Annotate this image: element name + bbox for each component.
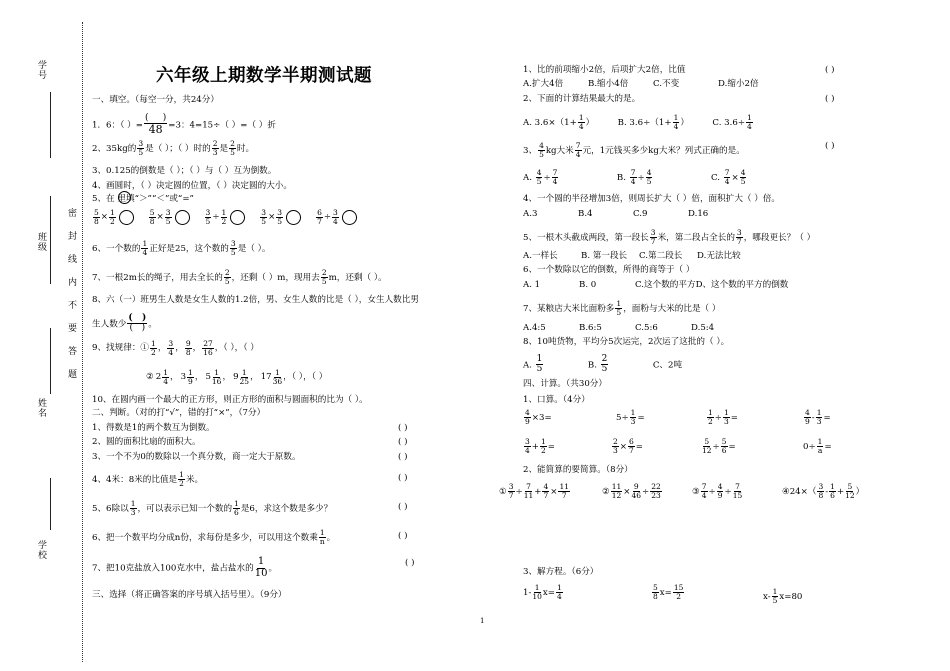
q1-fraction: ( ) 48 <box>144 113 167 137</box>
oral-calc-header: 1、口算。（4分） <box>523 395 590 405</box>
page-number: 1 <box>480 617 485 625</box>
fraction: 1 36 <box>272 368 283 386</box>
q5: 5、在 里填“＞”“＜”或“=” <box>92 194 194 204</box>
fraction: $\frac{5}{8}$ <box>149 208 155 226</box>
choice-option[interactable]: A.3 <box>523 209 538 219</box>
binding-label-name: 姓名 <box>36 398 46 418</box>
choice-2-options: A. 3.6×（1+ $\frac{1}{4}$ ） B. 3.6÷（1+ $\frac{1}{4}$ ） C. 3.6÷ $\frac{1}{4}$ <box>523 113 752 131</box>
choice-option[interactable]: B. 0 <box>579 280 597 290</box>
judge-paren-4[interactable]: ( ) <box>398 473 408 483</box>
q5-item: $\frac{5}{8}$ × $\frac{1}{2}$ <box>92 209 134 226</box>
compare-circle[interactable] <box>286 210 301 225</box>
choice-option[interactable]: B.缩小4倍 <box>588 79 629 89</box>
section1-header: 一、填空。（每空一分，共24分） <box>92 95 219 105</box>
choice-2: 2、下面的计算结果最大的是。 <box>523 94 641 104</box>
choice-option[interactable]: C.第二段长 <box>639 251 683 261</box>
fraction: $\frac{1}{2}$ <box>109 208 115 226</box>
binding-label-id: 学号 <box>36 60 46 80</box>
fraction: $\frac{3}{5}$ <box>277 208 283 226</box>
choice-6-options <box>523 281 788 290</box>
fraction: 1 9 <box>188 368 193 386</box>
binding-warning: 密封线内不要答题 <box>66 208 76 392</box>
q8-line1: 8、六（一）班男生人数是女生人数的1.2倍，男、女生人数的比是（ ），女生人数比男 <box>92 295 419 305</box>
judge-7: 7、把10克盐放入100克水中，盐占盐水的 $\frac{1}{10}$ 。 <box>92 556 278 579</box>
page-title: 六年级上期数学半期测试题 <box>156 66 372 86</box>
section2-header: 二、判断。（对的打“√”，错的打“×”，（7分） <box>92 408 266 418</box>
fraction: $\frac{3}{5}$ <box>205 208 211 226</box>
exam-page: 学号 班级 姓名 学校 密封线内不要答题 六年级上期数学半期测试题 一、填空。（每空一分，共24分） 1．6：（ ）= ( ) 48 =3：4=15÷（ ）=（ ）折 2、35kg的 $\frac{3}{5}$ 是（ ）；（ ）时的 $\frac{2}{3}$ 是 $\frac{2}{5}$ 时。 3、0.125的倒数是（ ）；（ ）与（ ）互为倒数。 4、画圆时，（ ）决定圆的位置，（ ）决定圆的大小。 5、在 里填“＞”“＜”或“=” $\frac{5}{8}$ × $\frac{1}{2}$ $\frac{5}{8}$ × $\frac{3}{5}$ $\frac{3}{5}$ ÷ $\frac{1}{2}$ $\frac{3}{5}$ × $\frac{3}{5}$ $\frac{6}{7}$ ÷ $\frac{3}{4}$ 6、一个数的 $\frac{1}{4}$ 正好是25，这个数的 $\frac{3}{5}$ 是（ ）。 7、一根2m长的绳子，用去全长的 $\frac{2}{5}$ ，还剩（ ）m，现用去 $\frac{2}{5}$ m，还剩（ ）。 8、六（一）班男生人数是女生人数的1.2倍，男、女生人数的比是（ ），女生人数比男 生人数少 ( ) ( ) 。 9、找规律：① 1 2 ， 3 4 ， 9 8 ， 27 16 ，（ ），（ ） ② 2 1 4 ， 3 1 9 ， 5 1 16 ， 9 1 25 ， 17 1 36 ，（ ），（ ） 10、在圆内画一个最大的正方形，则正方形的面积与圆面积的比为（ ）。 二、判断。（对的打“√”，错的打“×”，（7分） 1、得数是1的两个数互为倒数。 2、圆的面积比扇的面积大。 3、一个不为0的数除以一个真分数，商一定大于原数。 4、4米：8米的比值是 $\frac{1}{2}$ 米。 5、6除以 $\frac{1}{3}$ ，可以表示已知一个数的 $\frac{1}{6}$ 是6，求这个数是多少？ 6、把一个数平均分成n份，求每份是多少，可以用这个数乘 $\frac{1}{n}$ 。 7、把10克盐放入100克水中，盐占盐水的 $\frac{1}{10}$ 。 ( ) ( ) ( ) ( ) ( ) ( ) ( ) 三、选择（将正确答案的序号填入括号里）。（9分） 1、比的前项缩小2倍，后项扩大2倍，比值 ( ) A.扩大4倍 B.缩小4倍 C.不变 D.缩小2倍 2、下面的计算结果最大的是。 ( ) A. 3.6×（1+ $\frac{1}{4}$ ） B. 3.6÷（1+ $\frac{1}{4}$ ） C. 3.6÷ $\frac{1}{4}$ 3、 $\frac{4}{5}$ kg大米 $\frac{7}{4}$ 元，1元钱买多少kg大米？列式正确的是。 ( ) A. $\frac{4}{5}$ ÷ $\frac{7}{4}$ B. $\frac{7}{4}$ ÷ $\frac{4}{5}$ C. $\frac{7}{4}$ × $\frac{4}{5}$ 4、一个圆的半径增加3倍，则周长扩大（ ）倍，面积扩大（ ）倍。 A.3 B.4 C.9 D.16 5、一根木头截成两段，第一段长 $\frac{3}{7}$ 米，第二段占全长的 $\frac{3}{7}$ ，哪段更长？（ ） A.一样长 B. 第一段长 C.第二段长 D.无法比较 6、一个数除以它的倒数，所得的商等于（ ） A. 1 B. 0 C.这个数的平方D、这个数的平方的倒数 7、某粮店大米比面粉多 $\frac{1}{5}$ ，面粉与大米的比是（ ） A.4:5 B.6:5 C.5:6 D.5:4 8、10吨货物，平均分5次运完，2次运了这批的（ ）。 A. $\frac{1}{5}$ B. $\frac{2}{5}$ C、2吨 四、计算。（共30分） 1、口算。（4分） $\frac{4}{9}$ ×3= 5÷ $\frac{1}{3}$ = $\frac{1}{2}$ ÷ $\frac{1}{3}$ = $\frac{4}{9}$ - $\frac{1}{3}$ = $\frac{3}{4}$ + $\frac{1}{2}$ = $\frac{2}{3}$ × $\frac{6}{7}$ = $\frac{5}{12}$ ÷ $\frac{5}{6}$ = 0÷ $\frac{1}{a}$ = 2、能简算的要简算。（8分） ① $\frac{3}{7}$ ÷ $\frac{7}{11}$ + $\frac{4}{7}$ × $\frac{11}{7}$ ② $\frac{11}{12}$ × $\frac{9}{46}$ ÷ $\frac{22}{23}$ ③ $\frac{7}{4}$ ÷ $\frac{4}{9}$ ÷ $\frac{7}{15}$ ④24×（ $\frac{3}{8}$ - $\frac{1}{6}$ + $\frac{5}{12}$ ） 3、解方程。（6分） 1- $\frac{1}{10}$ x= $\frac{1}{4}$ $\frac{5}{8}$ x= $\frac{15}{2}$ x- $\frac{1}{5}$ x=80 1 <box>0 0 950 671</box>
choice-2-paren[interactable]: ( ) <box>825 94 835 104</box>
compare-circle[interactable] <box>342 210 357 225</box>
choice-5-options <box>523 252 755 261</box>
q10: 10、在圆内画一个最大的正方形，则正方形的面积与圆面积的比为（ ）。 <box>92 395 368 405</box>
choice-3-options: A. $\frac{4}{5}$ ÷ $\frac{7}{4}$ B. $\frac{7}{4}$ ÷ $\frac{4}{5}$ C. $\frac{7}{4}$ × $\frac{4}{5}$ <box>523 168 746 186</box>
choice-option[interactable]: C.不变 <box>653 79 680 89</box>
simplify-header: 2、能简算的要简算。（8分） <box>523 465 633 475</box>
choice-6: 6、一个数除以它的倒数，所得的商等于（ ） <box>523 265 695 275</box>
q2: 2、35kg的 $\frac{3}{5}$ 是（ ）；（ ）时的 $\frac{2}{3}$ 是 $\frac{2}{5}$ 时。 <box>92 139 255 157</box>
equation-header: 3、解方程。（6分） <box>523 567 599 577</box>
q8-line2: 生人数少 ( ) ( ) 。 <box>92 313 157 334</box>
binding-underline-1 <box>50 92 51 158</box>
choice-option[interactable]: D.16 <box>688 209 709 219</box>
judge-3: 3、一个不为0的数除以一个真分数，商一定大于原数。 <box>92 452 301 462</box>
fraction: 1 4 <box>163 368 168 386</box>
q5-item: $\frac{3}{5}$ × $\frac{3}{5}$ <box>259 209 301 226</box>
judge-paren-3[interactable]: ( ) <box>398 452 408 462</box>
choice-3: 3、 $\frac{4}{5}$ kg大米 $\frac{7}{4}$ 元，1元钱买多少kg大米？列式正确的是。 <box>523 141 745 159</box>
choice-3-paren[interactable]: ( ) <box>825 141 835 151</box>
section4-header: 四、计算。（共30分） <box>523 379 607 389</box>
choice-option[interactable]: A.4:5 <box>523 323 546 333</box>
judge-paren-1[interactable]: ( ) <box>398 423 408 433</box>
choice-option[interactable]: D.5:4 <box>691 323 715 333</box>
judge-paren-2[interactable]: ( ) <box>398 437 408 447</box>
binding-underline-4 <box>50 478 51 530</box>
choice-option[interactable]: A.扩大4倍 <box>523 79 564 89</box>
choice-option[interactable]: C.这个数的平方 <box>635 280 696 290</box>
binding-label-class: 班级 <box>36 232 46 252</box>
choice-4: 4、一个圆的半径增加3倍，则周长扩大（ ）倍，面积扩大（ ）倍。 <box>523 194 781 204</box>
choice-option[interactable]: D.缩小2倍 <box>718 79 759 89</box>
choice-option[interactable]: D.无法比较 <box>697 251 741 261</box>
binding-dotted-line <box>82 22 83 662</box>
fraction: 1 2 <box>151 339 156 357</box>
choice-8-options: A. $\frac{1}{5}$ B. $\frac{2}{5}$ C、2吨 <box>523 354 683 375</box>
choice-7: 7、某粮店大米比面粉多 $\frac{1}{5}$ ，面粉与大米的比是（ ） <box>523 299 721 317</box>
q1: 1．6：（ ）= ( ) 48 =3：4=15÷（ ）=（ ）折 <box>92 113 276 137</box>
choice-4-options <box>523 210 743 219</box>
choice-option[interactable]: C.5:6 <box>635 323 658 333</box>
fraction: $\frac{1}{2}$ <box>221 208 227 226</box>
fraction: $\frac{3}{5}$ <box>165 208 171 226</box>
judge-1: 1、得数是1的两个数互为倒数。 <box>92 423 215 433</box>
fraction: $\frac{5}{8}$ <box>94 208 99 226</box>
choice-8: 8、10吨货物，平均分5次运完，2次运了这批的（ ）。 <box>523 337 730 347</box>
choice-option[interactable]: B.6:5 <box>579 323 602 333</box>
judge-paren-5[interactable]: ( ) <box>398 502 408 512</box>
binding-underline-3 <box>50 328 51 394</box>
q4: 4、画圆时，（ ）决定圆的位置，（ ）决定圆的大小。 <box>92 181 292 191</box>
binding-underline-2 <box>50 196 51 284</box>
fraction: $\frac{3}{4}$ <box>333 208 338 226</box>
choice-1: 1、比的前项缩小2倍，后项扩大2倍，比值 <box>523 65 686 75</box>
q3: 3、0.125的倒数是（ ）；（ ）与（ ）互为倒数。 <box>92 166 277 176</box>
compare-circle[interactable] <box>230 210 245 225</box>
choice-option[interactable]: C.9 <box>633 209 648 219</box>
judge-6: 6、把一个数平均分成n份，求每份是多少，可以用这个数乘 $\frac{1}{n}$ 。 <box>92 528 336 546</box>
q5-item: $\frac{6}{7}$ ÷ $\frac{3}{4}$ <box>315 209 357 226</box>
q9-line1: 9、找规律：① 1 2 ， 3 4 ， 9 8 ， 27 16 ，（ ），（ ） <box>92 339 259 357</box>
choice-7-options <box>523 324 747 333</box>
judge-2: 2、圆的面积比扇的面积大。 <box>92 437 201 447</box>
choice-option[interactable]: A.一样长 <box>523 251 558 261</box>
q5-item: $\frac{5}{8}$ × $\frac{3}{5}$ <box>148 209 190 226</box>
judge-5: 5、6除以 $\frac{1}{3}$ ，可以表示已知一个数的 $\frac{1}{6}$ 是6，求这个数是多少？ <box>92 499 333 517</box>
binding-label-school: 学校 <box>36 540 46 560</box>
fraction: 3 4 <box>168 339 174 357</box>
judge-4: 4、4米：8米的比值是 $\frac{1}{2}$ 米。 <box>92 470 204 488</box>
fraction: $\frac{6}{7}$ <box>317 208 322 226</box>
fraction: 9 8 <box>185 339 191 357</box>
q6: 6、一个数的 $\frac{1}{4}$ 正好是25，这个数的 $\frac{3}{5}$ 是（ ）。 <box>92 239 271 257</box>
fraction: 27 16 <box>203 339 213 357</box>
fraction: 1 25 <box>239 368 250 386</box>
choice-5: 5、一根木头截成两段，第一段长 $\frac{3}{7}$ 米，第二段占全长的 $\frac{3}{7}$ ，哪段更长？（ ） <box>523 228 816 246</box>
q5-circle-sample <box>118 191 131 204</box>
compare-circle[interactable] <box>119 210 134 225</box>
compare-circle[interactable] <box>175 210 190 225</box>
judge-paren-7[interactable]: ( ) <box>405 558 415 568</box>
fraction: $\frac{3}{5}$ <box>261 208 267 226</box>
fraction: 1 16 <box>211 368 222 386</box>
q7: 7、一根2m长的绳子，用去全长的 $\frac{2}{5}$ ，还剩（ ）m，现用去 $\frac{2}{5}$ m，还剩（ ）。 <box>92 268 387 286</box>
choice-option[interactable]: A. 1 <box>523 280 541 290</box>
q5-comparison-row <box>92 209 357 226</box>
section3-header: 三、选择（将正确答案的序号填入括号里）。（9分） <box>92 590 287 600</box>
choice-option[interactable]: D、这个数的平方的倒数 <box>695 280 789 290</box>
choice-1-paren[interactable]: ( ) <box>825 65 835 75</box>
q9-line2: ② 2 1 4 ， 3 1 9 ， 5 1 16 ， 9 1 25 ， 17 1 36 ，（ ），（ ） <box>146 368 328 386</box>
judge-paren-6[interactable]: ( ) <box>398 531 408 541</box>
q5-item: $\frac{3}{5}$ ÷ $\frac{1}{2}$ <box>204 209 246 226</box>
choice-option[interactable]: B. 第一段长 <box>581 251 628 261</box>
choice-1-options <box>523 80 783 89</box>
choice-option[interactable]: B.4 <box>578 209 593 219</box>
